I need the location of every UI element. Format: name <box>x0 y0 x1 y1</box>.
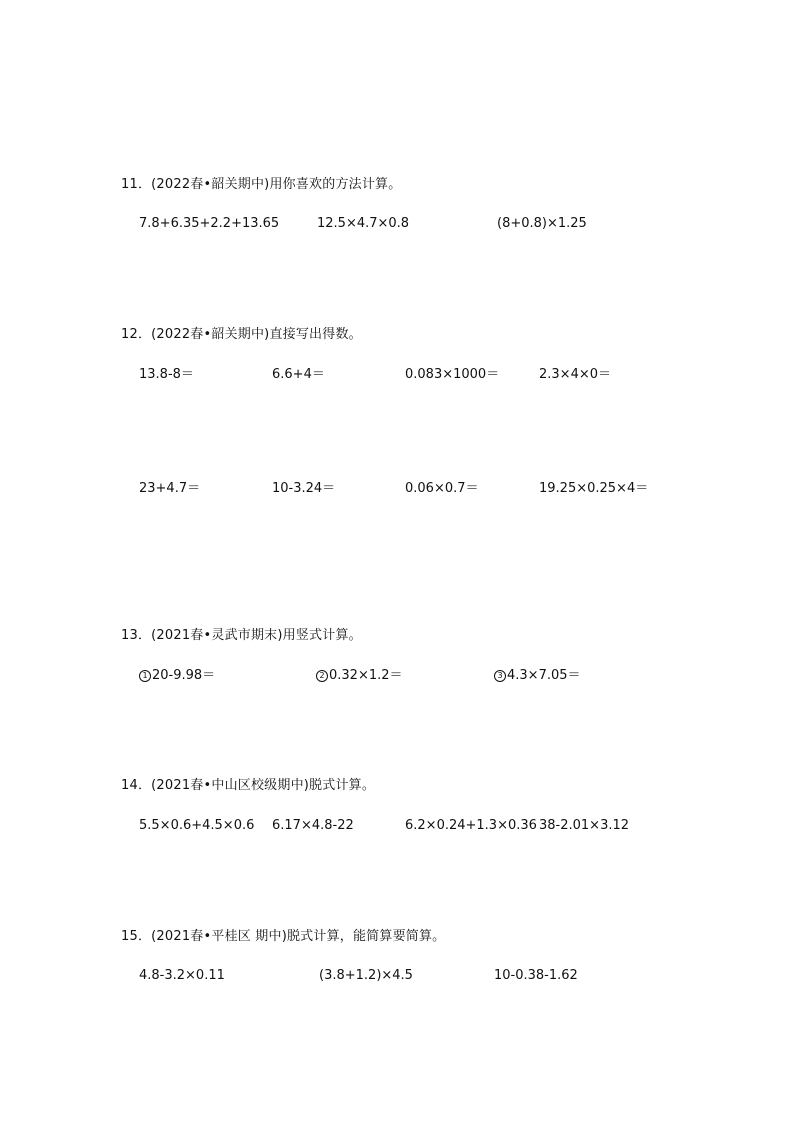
question-11-item-2: 12.5×4.7×0.8 <box>317 216 410 231</box>
circled-number-2: 2 <box>316 670 328 682</box>
question-14-item-2: 6.17×4.8-22 <box>272 818 354 833</box>
question-12-row2-item-1: 23+4.7＝ <box>139 481 201 496</box>
question-15-title: 15．(2021春•平桂区 期中)脱式计算，能简算要简算。 <box>121 929 446 944</box>
question-13-item-1-expr: 20-9.98＝ <box>152 668 216 683</box>
question-13-title: 13．(2021春•灵武市期末)用竖式计算。 <box>121 628 362 643</box>
question-14-title: 14．(2021春•中山区校级期中)脱式计算。 <box>121 778 376 793</box>
question-12-row2-item-3: 0.06×0.7＝ <box>405 481 479 496</box>
question-12-row2-item-4: 19.25×0.25×4＝ <box>539 481 649 496</box>
question-15-item-1: 4.8-3.2×0.11 <box>139 968 225 983</box>
question-13-item-1 <box>139 667 215 685</box>
question-12-title: 12．(2022春•韶关期中)直接写出得数。 <box>121 327 362 342</box>
question-12-row2-item-2: 10-3.24＝ <box>272 481 336 496</box>
question-15-item-3: 10-0.38-1.62 <box>494 968 578 983</box>
question-11-title: 11．(2022春•韶关期中)用你喜欢的方法计算。 <box>121 177 402 192</box>
question-12-row1-item-3: 0.083×1000＝ <box>405 367 500 382</box>
question-13-item-3-expr: 4.3×7.05＝ <box>507 668 581 683</box>
question-13-item-3 <box>494 667 581 685</box>
question-13-item-2 <box>316 667 403 685</box>
question-14-item-4: 38-2.01×3.12 <box>539 818 630 833</box>
question-11-item-1: 7.8+6.35+2.2+13.65 <box>139 216 280 231</box>
question-12-row1-item-2: 6.6+4＝ <box>272 367 325 382</box>
circled-number-1: 1 <box>139 670 151 682</box>
question-15-item-2: (3.8+1.2)×4.5 <box>319 968 413 983</box>
question-11-item-3: (8+0.8)×1.25 <box>497 216 587 231</box>
question-12-row1-item-1: 13.8-8＝ <box>139 367 194 382</box>
question-13-item-2-expr: 0.32×1.2＝ <box>329 668 403 683</box>
question-14-item-1: 5.5×0.6+4.5×0.6 <box>139 818 255 833</box>
question-12-row1-item-4: 2.3×4×0＝ <box>539 367 612 382</box>
circled-number-3: 3 <box>494 670 506 682</box>
question-14-item-3: 6.2×0.24+1.3×0.36 <box>405 818 537 833</box>
